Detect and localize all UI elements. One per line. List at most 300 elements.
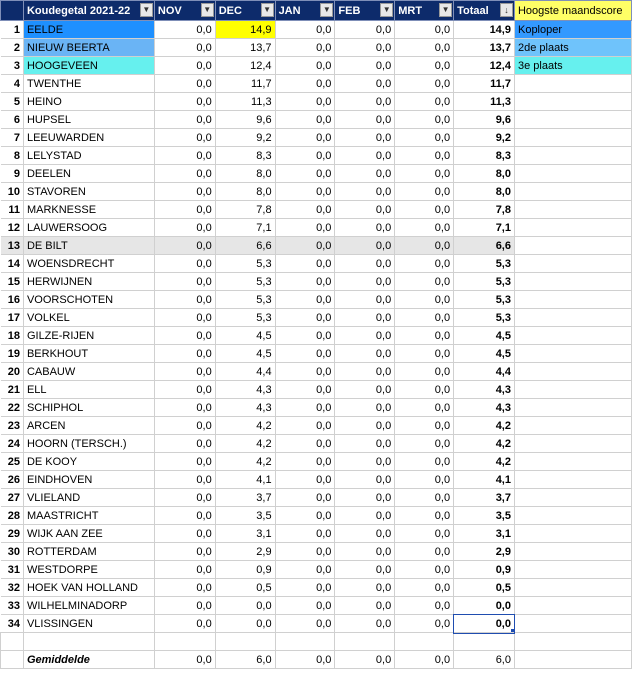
mrt-cell[interactable]: 0,0 <box>395 471 454 489</box>
empty-cell[interactable] <box>23 633 154 651</box>
empty-cell[interactable] <box>514 651 631 669</box>
dec-cell[interactable]: 13,7 <box>215 39 275 57</box>
mrt-cell[interactable]: 0,0 <box>395 21 454 39</box>
mrt-cell[interactable]: 0,0 <box>395 345 454 363</box>
total-cell[interactable]: 3,5 <box>454 507 515 525</box>
jan-cell[interactable]: 0,0 <box>275 111 335 129</box>
station-cell[interactable]: VLISSINGEN <box>23 615 154 633</box>
total-cell[interactable]: 4,3 <box>454 399 515 417</box>
feb-cell[interactable]: 0,0 <box>335 39 395 57</box>
feb-cell[interactable]: 0,0 <box>335 543 395 561</box>
rank-cell[interactable]: 2 <box>1 39 24 57</box>
dec-cell[interactable]: 4,5 <box>215 345 275 363</box>
jan-cell[interactable]: 0,0 <box>275 165 335 183</box>
dec-cell[interactable]: 0,9 <box>215 561 275 579</box>
nov-cell[interactable]: 0,0 <box>154 399 215 417</box>
empty-cell[interactable] <box>275 633 335 651</box>
mrt-cell[interactable]: 0,0 <box>395 525 454 543</box>
mrt-cell[interactable]: 0,0 <box>395 561 454 579</box>
rank-cell[interactable]: 4 <box>1 75 24 93</box>
dec-cell[interactable]: 6,6 <box>215 237 275 255</box>
dec-cell[interactable]: 11,7 <box>215 75 275 93</box>
jan-cell[interactable]: 0,0 <box>275 309 335 327</box>
nov-cell[interactable]: 0,0 <box>154 363 215 381</box>
feb-cell[interactable]: 0,0 <box>335 93 395 111</box>
jan-cell[interactable]: 0,0 <box>275 327 335 345</box>
total-cell[interactable]: 4,5 <box>454 327 515 345</box>
jan-cell[interactable]: 0,0 <box>275 255 335 273</box>
jan-cell[interactable]: 0,0 <box>275 399 335 417</box>
feb-cell[interactable]: 0,0 <box>335 273 395 291</box>
dec-cell[interactable]: 4,1 <box>215 471 275 489</box>
header-mrt[interactable]: MRT ▼ <box>395 1 454 21</box>
rank-cell[interactable]: 28 <box>1 507 24 525</box>
mrt-cell[interactable]: 0,0 <box>395 219 454 237</box>
total-cell[interactable]: 5,3 <box>454 255 515 273</box>
station-cell[interactable]: GILZE-RIJEN <box>23 327 154 345</box>
station-cell[interactable]: STAVOREN <box>23 183 154 201</box>
total-cell[interactable]: 5,3 <box>454 291 515 309</box>
mrt-cell[interactable]: 0,0 <box>395 201 454 219</box>
total-cell[interactable]: 8,0 <box>454 183 515 201</box>
nov-cell[interactable]: 0,0 <box>154 615 215 633</box>
station-cell[interactable]: DEELEN <box>23 165 154 183</box>
nov-cell[interactable]: 0,0 <box>154 471 215 489</box>
jan-cell[interactable]: 0,0 <box>275 57 335 75</box>
jan-cell[interactable]: 0,0 <box>275 417 335 435</box>
avg-nov-cell[interactable]: 0,0 <box>154 651 215 669</box>
jan-cell[interactable]: 0,0 <box>275 525 335 543</box>
header-totaal[interactable]: Totaal ↓ <box>454 1 515 21</box>
mrt-cell[interactable]: 0,0 <box>395 309 454 327</box>
station-cell[interactable]: LELYSTAD <box>23 147 154 165</box>
filter-dropdown-icon[interactable]: ▼ <box>140 3 153 17</box>
nov-cell[interactable]: 0,0 <box>154 165 215 183</box>
feb-cell[interactable]: 0,0 <box>335 435 395 453</box>
jan-cell[interactable]: 0,0 <box>275 507 335 525</box>
feb-cell[interactable]: 0,0 <box>335 165 395 183</box>
mrt-cell[interactable]: 0,0 <box>395 147 454 165</box>
station-cell[interactable]: TWENTHE <box>23 75 154 93</box>
mrt-cell[interactable]: 0,0 <box>395 129 454 147</box>
total-cell[interactable]: 3,1 <box>454 525 515 543</box>
feb-cell[interactable]: 0,0 <box>335 525 395 543</box>
station-cell[interactable]: HERWIJNEN <box>23 273 154 291</box>
rank-cell[interactable]: 17 <box>1 309 24 327</box>
header-jan[interactable]: JAN ▼ <box>275 1 335 21</box>
feb-cell[interactable]: 0,0 <box>335 255 395 273</box>
mrt-cell[interactable]: 0,0 <box>395 615 454 633</box>
empty-cell[interactable] <box>1 633 24 651</box>
jan-cell[interactable]: 0,0 <box>275 597 335 615</box>
feb-cell[interactable]: 0,0 <box>335 579 395 597</box>
station-cell[interactable]: BERKHOUT <box>23 345 154 363</box>
dec-cell[interactable]: 4,4 <box>215 363 275 381</box>
mrt-cell[interactable]: 0,0 <box>395 363 454 381</box>
feb-cell[interactable]: 0,0 <box>335 507 395 525</box>
rank-cell[interactable]: 25 <box>1 453 24 471</box>
total-cell[interactable]: 6,6 <box>454 237 515 255</box>
total-cell[interactable]: 7,1 <box>454 219 515 237</box>
dec-cell[interactable]: 5,3 <box>215 255 275 273</box>
dec-cell[interactable]: 5,3 <box>215 309 275 327</box>
station-cell[interactable]: LEEUWARDEN <box>23 129 154 147</box>
filter-dropdown-icon[interactable]: ▼ <box>201 3 214 17</box>
mrt-cell[interactable]: 0,0 <box>395 435 454 453</box>
jan-cell[interactable]: 0,0 <box>275 39 335 57</box>
rank-cell[interactable]: 31 <box>1 561 24 579</box>
nov-cell[interactable]: 0,0 <box>154 57 215 75</box>
feb-cell[interactable]: 0,0 <box>335 597 395 615</box>
rank-cell[interactable]: 8 <box>1 147 24 165</box>
mrt-cell[interactable]: 0,0 <box>395 183 454 201</box>
feb-cell[interactable]: 0,0 <box>335 363 395 381</box>
rank-cell[interactable]: 19 <box>1 345 24 363</box>
rank-cell[interactable]: 30 <box>1 543 24 561</box>
filter-dropdown-icon[interactable]: ▼ <box>439 3 452 17</box>
station-cell[interactable]: MARKNESSE <box>23 201 154 219</box>
station-cell[interactable]: DE KOOY <box>23 453 154 471</box>
rank-cell[interactable]: 23 <box>1 417 24 435</box>
jan-cell[interactable]: 0,0 <box>275 201 335 219</box>
jan-cell[interactable]: 0,0 <box>275 489 335 507</box>
total-cell[interactable]: 11,3 <box>454 93 515 111</box>
total-cell[interactable]: 4,2 <box>454 453 515 471</box>
rank-cell[interactable]: 34 <box>1 615 24 633</box>
mrt-cell[interactable]: 0,0 <box>395 237 454 255</box>
total-cell[interactable]: 0,9 <box>454 561 515 579</box>
total-cell[interactable]: 12,4 <box>454 57 515 75</box>
jan-cell[interactable]: 0,0 <box>275 21 335 39</box>
feb-cell[interactable]: 0,0 <box>335 21 395 39</box>
jan-cell[interactable]: 0,0 <box>275 381 335 399</box>
total-cell[interactable]: 4,1 <box>454 471 515 489</box>
nov-cell[interactable]: 0,0 <box>154 597 215 615</box>
nov-cell[interactable]: 0,0 <box>154 507 215 525</box>
feb-cell[interactable]: 0,0 <box>335 453 395 471</box>
dec-cell[interactable]: 8,0 <box>215 165 275 183</box>
dec-cell[interactable]: 3,1 <box>215 525 275 543</box>
feb-cell[interactable]: 0,0 <box>335 111 395 129</box>
nov-cell[interactable]: 0,0 <box>154 543 215 561</box>
jan-cell[interactable]: 0,0 <box>275 147 335 165</box>
mrt-cell[interactable]: 0,0 <box>395 417 454 435</box>
feb-cell[interactable]: 0,0 <box>335 399 395 417</box>
dec-cell[interactable]: 8,3 <box>215 147 275 165</box>
dec-cell[interactable]: 4,2 <box>215 453 275 471</box>
total-cell[interactable]: 9,6 <box>454 111 515 129</box>
rank-cell[interactable]: 1 <box>1 21 24 39</box>
nov-cell[interactable]: 0,0 <box>154 183 215 201</box>
jan-cell[interactable]: 0,0 <box>275 561 335 579</box>
nov-cell[interactable]: 0,0 <box>154 21 215 39</box>
mrt-cell[interactable]: 0,0 <box>395 165 454 183</box>
total-cell[interactable]: 13,7 <box>454 39 515 57</box>
dec-cell[interactable]: 4,3 <box>215 381 275 399</box>
rank-cell[interactable]: 26 <box>1 471 24 489</box>
empty-cell[interactable] <box>454 633 515 651</box>
rank-cell[interactable]: 24 <box>1 435 24 453</box>
feb-cell[interactable]: 0,0 <box>335 471 395 489</box>
jan-cell[interactable]: 0,0 <box>275 615 335 633</box>
nov-cell[interactable]: 0,0 <box>154 309 215 327</box>
filter-dropdown-icon[interactable]: ▼ <box>320 3 333 17</box>
rank-cell[interactable]: 20 <box>1 363 24 381</box>
nov-cell[interactable]: 0,0 <box>154 561 215 579</box>
station-cell[interactable]: HOOGEVEEN <box>23 57 154 75</box>
total-cell[interactable]: 4,5 <box>454 345 515 363</box>
dec-cell[interactable]: 9,6 <box>215 111 275 129</box>
feb-cell[interactable]: 0,0 <box>335 381 395 399</box>
empty-cell[interactable] <box>1 651 24 669</box>
jan-cell[interactable]: 0,0 <box>275 543 335 561</box>
total-cell[interactable]: 4,3 <box>454 381 515 399</box>
jan-cell[interactable]: 0,0 <box>275 75 335 93</box>
feb-cell[interactable]: 0,0 <box>335 75 395 93</box>
total-cell[interactable]: 4,2 <box>454 435 515 453</box>
mrt-cell[interactable]: 0,0 <box>395 489 454 507</box>
rank-cell[interactable]: 5 <box>1 93 24 111</box>
filter-dropdown-icon[interactable]: ▼ <box>380 3 393 17</box>
feb-cell[interactable]: 0,0 <box>335 237 395 255</box>
sort-descending-icon[interactable]: ↓ <box>500 3 513 17</box>
station-cell[interactable]: DE BILT <box>23 237 154 255</box>
rank-cell[interactable]: 13 <box>1 237 24 255</box>
feb-cell[interactable]: 0,0 <box>335 327 395 345</box>
total-cell[interactable]: 2,9 <box>454 543 515 561</box>
nov-cell[interactable]: 0,0 <box>154 219 215 237</box>
station-cell[interactable]: HOORN (TERSCH.) <box>23 435 154 453</box>
total-cell[interactable]: 3,7 <box>454 489 515 507</box>
average-label[interactable]: Gemiddelde <box>23 651 154 669</box>
mrt-cell[interactable]: 0,0 <box>395 75 454 93</box>
nov-cell[interactable]: 0,0 <box>154 111 215 129</box>
total-cell[interactable]: 0,0 <box>454 597 515 615</box>
station-cell[interactable]: HUPSEL <box>23 111 154 129</box>
dec-cell[interactable]: 0,5 <box>215 579 275 597</box>
nov-cell[interactable]: 0,0 <box>154 93 215 111</box>
nov-cell[interactable]: 0,0 <box>154 525 215 543</box>
nov-cell[interactable]: 0,0 <box>154 75 215 93</box>
dec-cell[interactable]: 3,5 <box>215 507 275 525</box>
avg-dec-cell[interactable]: 6,0 <box>215 651 275 669</box>
jan-cell[interactable]: 0,0 <box>275 219 335 237</box>
fill-handle[interactable] <box>511 629 515 633</box>
total-cell[interactable]: 4,4 <box>454 363 515 381</box>
header-station[interactable]: Koudegetal 2021-22 ▼ <box>23 1 154 21</box>
dec-cell[interactable]: 3,7 <box>215 489 275 507</box>
nov-cell[interactable]: 0,0 <box>154 237 215 255</box>
jan-cell[interactable]: 0,0 <box>275 273 335 291</box>
total-cell[interactable]: 9,2 <box>454 129 515 147</box>
dec-cell[interactable]: 5,3 <box>215 291 275 309</box>
dec-cell[interactable]: 0,0 <box>215 597 275 615</box>
jan-cell[interactable]: 0,0 <box>275 471 335 489</box>
feb-cell[interactable]: 0,0 <box>335 147 395 165</box>
rank-cell[interactable]: 21 <box>1 381 24 399</box>
station-cell[interactable]: EINDHOVEN <box>23 471 154 489</box>
station-cell[interactable]: HOEK VAN HOLLAND <box>23 579 154 597</box>
header-dec[interactable]: DEC ▼ <box>215 1 275 21</box>
rank-cell[interactable]: 6 <box>1 111 24 129</box>
rank-cell[interactable]: 27 <box>1 489 24 507</box>
mrt-cell[interactable]: 0,0 <box>395 507 454 525</box>
nov-cell[interactable]: 0,0 <box>154 345 215 363</box>
station-cell[interactable]: EELDE <box>23 21 154 39</box>
empty-cell[interactable] <box>395 633 454 651</box>
feb-cell[interactable]: 0,0 <box>335 291 395 309</box>
station-cell[interactable]: ELL <box>23 381 154 399</box>
mrt-cell[interactable]: 0,0 <box>395 39 454 57</box>
feb-cell[interactable]: 0,0 <box>335 417 395 435</box>
rank-cell[interactable]: 3 <box>1 57 24 75</box>
station-cell[interactable]: HEINO <box>23 93 154 111</box>
rank-cell[interactable]: 10 <box>1 183 24 201</box>
total-cell[interactable]: 5,3 <box>454 273 515 291</box>
dec-cell[interactable]: 8,0 <box>215 183 275 201</box>
header-feb[interactable]: FEB ▼ <box>335 1 395 21</box>
mrt-cell[interactable]: 0,0 <box>395 543 454 561</box>
dec-cell[interactable]: 2,9 <box>215 543 275 561</box>
nov-cell[interactable]: 0,0 <box>154 417 215 435</box>
jan-cell[interactable]: 0,0 <box>275 579 335 597</box>
total-cell[interactable]: 8,0 <box>454 165 515 183</box>
total-cell[interactable]: 0,5 <box>454 579 515 597</box>
dec-cell[interactable]: 4,2 <box>215 417 275 435</box>
mrt-cell[interactable]: 0,0 <box>395 597 454 615</box>
station-cell[interactable]: ROTTERDAM <box>23 543 154 561</box>
nov-cell[interactable]: 0,0 <box>154 39 215 57</box>
mrt-cell[interactable]: 0,0 <box>395 57 454 75</box>
rank-cell[interactable]: 12 <box>1 219 24 237</box>
nov-cell[interactable]: 0,0 <box>154 129 215 147</box>
station-cell[interactable]: VOORSCHOTEN <box>23 291 154 309</box>
mrt-cell[interactable]: 0,0 <box>395 291 454 309</box>
nov-cell[interactable]: 0,0 <box>154 435 215 453</box>
empty-cell[interactable] <box>514 633 631 651</box>
dec-cell[interactable]: 11,3 <box>215 93 275 111</box>
rank-cell[interactable]: 29 <box>1 525 24 543</box>
jan-cell[interactable]: 0,0 <box>275 183 335 201</box>
dec-cell[interactable]: 7,8 <box>215 201 275 219</box>
dec-cell[interactable]: 7,1 <box>215 219 275 237</box>
jan-cell[interactable]: 0,0 <box>275 93 335 111</box>
dec-cell[interactable]: 4,2 <box>215 435 275 453</box>
nov-cell[interactable]: 0,0 <box>154 201 215 219</box>
nov-cell[interactable]: 0,0 <box>154 489 215 507</box>
avg-mrt-cell[interactable]: 0,0 <box>395 651 454 669</box>
rank-cell[interactable]: 18 <box>1 327 24 345</box>
jan-cell[interactable]: 0,0 <box>275 453 335 471</box>
station-cell[interactable]: LAUWERSOOG <box>23 219 154 237</box>
total-cell[interactable]: 5,3 <box>454 309 515 327</box>
nov-cell[interactable]: 0,0 <box>154 579 215 597</box>
feb-cell[interactable]: 0,0 <box>335 201 395 219</box>
total-cell[interactable]: 11,7 <box>454 75 515 93</box>
dec-cell[interactable]: 4,5 <box>215 327 275 345</box>
rank-cell[interactable]: 33 <box>1 597 24 615</box>
total-cell[interactable]: 8,3 <box>454 147 515 165</box>
avg-feb-cell[interactable]: 0,0 <box>335 651 395 669</box>
mrt-cell[interactable]: 0,0 <box>395 93 454 111</box>
rank-cell[interactable]: 9 <box>1 165 24 183</box>
rank-cell[interactable]: 11 <box>1 201 24 219</box>
mrt-cell[interactable]: 0,0 <box>395 327 454 345</box>
mrt-cell[interactable]: 0,0 <box>395 579 454 597</box>
rank-cell[interactable]: 15 <box>1 273 24 291</box>
nov-cell[interactable]: 0,0 <box>154 273 215 291</box>
mrt-cell[interactable]: 0,0 <box>395 273 454 291</box>
nov-cell[interactable]: 0,0 <box>154 291 215 309</box>
station-cell[interactable]: CABAUW <box>23 363 154 381</box>
jan-cell[interactable]: 0,0 <box>275 291 335 309</box>
rank-cell[interactable]: 7 <box>1 129 24 147</box>
empty-cell[interactable] <box>335 633 395 651</box>
station-cell[interactable]: WOENSDRECHT <box>23 255 154 273</box>
feb-cell[interactable]: 0,0 <box>335 129 395 147</box>
rank-cell[interactable]: 16 <box>1 291 24 309</box>
station-cell[interactable]: WIJK AAN ZEE <box>23 525 154 543</box>
nov-cell[interactable]: 0,0 <box>154 453 215 471</box>
mrt-cell[interactable]: 0,0 <box>395 399 454 417</box>
dec-cell[interactable]: 5,3 <box>215 273 275 291</box>
total-cell[interactable]: 4,2 <box>454 417 515 435</box>
avg-jan-cell[interactable]: 0,0 <box>275 651 335 669</box>
station-cell[interactable]: WILHELMINADORP <box>23 597 154 615</box>
dec-cell[interactable]: 0,0 <box>215 615 275 633</box>
station-cell[interactable]: NIEUW BEERTA <box>23 39 154 57</box>
nov-cell[interactable]: 0,0 <box>154 147 215 165</box>
rank-cell[interactable]: 22 <box>1 399 24 417</box>
station-cell[interactable]: VLIELAND <box>23 489 154 507</box>
feb-cell[interactable]: 0,0 <box>335 561 395 579</box>
total-cell[interactable]: 0,0 <box>454 615 515 633</box>
total-cell[interactable]: 14,9 <box>454 21 515 39</box>
header-nov[interactable]: NOV ▼ <box>154 1 215 21</box>
feb-cell[interactable]: 0,0 <box>335 309 395 327</box>
jan-cell[interactable]: 0,0 <box>275 345 335 363</box>
empty-cell[interactable] <box>154 633 215 651</box>
total-cell[interactable]: 7,8 <box>454 201 515 219</box>
jan-cell[interactable]: 0,0 <box>275 129 335 147</box>
avg-total-cell[interactable]: 6,0 <box>454 651 515 669</box>
nov-cell[interactable]: 0,0 <box>154 255 215 273</box>
dec-cell[interactable]: 12,4 <box>215 57 275 75</box>
nov-cell[interactable]: 0,0 <box>154 327 215 345</box>
feb-cell[interactable]: 0,0 <box>335 183 395 201</box>
station-cell[interactable]: ARCEN <box>23 417 154 435</box>
mrt-cell[interactable]: 0,0 <box>395 381 454 399</box>
feb-cell[interactable]: 0,0 <box>335 489 395 507</box>
nov-cell[interactable]: 0,0 <box>154 381 215 399</box>
dec-cell[interactable]: 4,3 <box>215 399 275 417</box>
filter-dropdown-icon[interactable]: ▼ <box>261 3 274 17</box>
mrt-cell[interactable]: 0,0 <box>395 255 454 273</box>
empty-cell[interactable] <box>215 633 275 651</box>
feb-cell[interactable]: 0,0 <box>335 57 395 75</box>
station-cell[interactable]: MAASTRICHT <box>23 507 154 525</box>
feb-cell[interactable]: 0,0 <box>335 615 395 633</box>
feb-cell[interactable]: 0,0 <box>335 219 395 237</box>
feb-cell[interactable]: 0,0 <box>335 345 395 363</box>
jan-cell[interactable]: 0,0 <box>275 237 335 255</box>
jan-cell[interactable]: 0,0 <box>275 435 335 453</box>
dec-cell[interactable]: 14,9 <box>215 21 275 39</box>
station-cell[interactable]: SCHIPHOL <box>23 399 154 417</box>
station-cell[interactable]: VOLKEL <box>23 309 154 327</box>
station-cell[interactable]: WESTDORPE <box>23 561 154 579</box>
dec-cell[interactable]: 9,2 <box>215 129 275 147</box>
